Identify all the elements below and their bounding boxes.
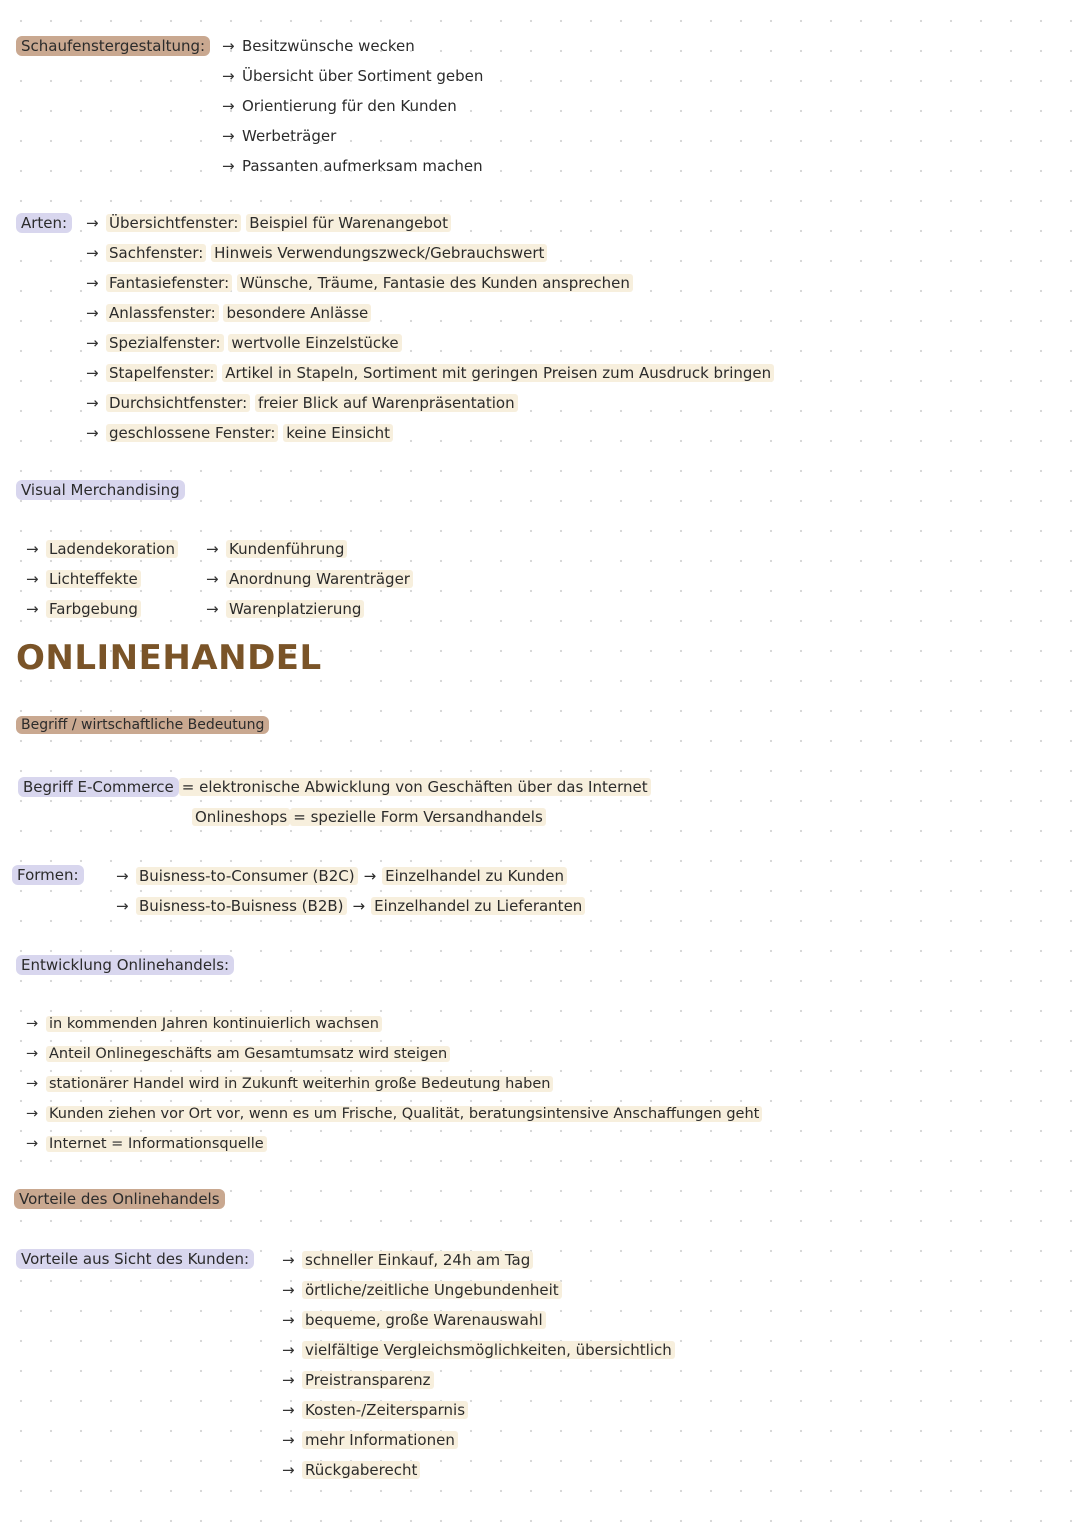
kunden-item: [282, 1369, 434, 1391]
arten-item-term: Übersichtfenster:: [106, 214, 241, 232]
arrow-icon: →: [222, 97, 235, 115]
arten-item-desc: Wünsche, Träume, Fantasie des Kunden ansprechen: [237, 274, 633, 292]
ecom-desc: = elektronische Abwicklung von Geschäften über das Internet: [179, 778, 651, 796]
schaufenster-item-text: Passanten aufmerksam machen: [242, 157, 483, 175]
arrow-icon: →: [352, 897, 366, 915]
schaufenster-item: [222, 35, 415, 57]
shops-term: Onlineshops: [192, 808, 290, 826]
arrow-icon: →: [26, 570, 39, 588]
formen-term: Buisness-to-Buisness (B2B): [136, 897, 347, 915]
formen-term: Buisness-to-Consumer (B2C): [136, 867, 358, 885]
arrow-icon: →: [282, 1311, 295, 1329]
arten-item-desc: Hinweis Verwendungszweck/Gebrauchswert: [211, 244, 547, 262]
entwicklung-item: [26, 1133, 267, 1155]
visual-left-item: [26, 598, 141, 620]
formen-desc: Einzelhandel zu Kunden: [382, 867, 567, 885]
entwicklung-text: Internet = Informationsquelle: [46, 1136, 267, 1152]
page-title: ONLINEHANDEL: [16, 638, 322, 678]
arrow-icon: →: [26, 1136, 39, 1152]
arten-item-term: geschlossene Fenster:: [106, 424, 278, 442]
arrow-icon: →: [26, 1076, 39, 1092]
schaufenster-item: [222, 65, 483, 87]
schaufenster-item-text: Orientierung für den Kunden: [242, 97, 457, 115]
ecom-line: [18, 776, 651, 798]
arten-item-term: Stapelfenster:: [106, 364, 217, 382]
arrow-icon: →: [86, 304, 99, 322]
visual-right-item: [206, 538, 347, 560]
arrow-icon: →: [222, 127, 235, 145]
formen-desc: Einzelhandel zu Lieferanten: [371, 897, 585, 915]
arten-item-term: Anlassfenster:: [106, 304, 219, 322]
kunden-item: [282, 1399, 468, 1421]
visual-right-item: [206, 568, 413, 590]
arrow-icon: →: [26, 1016, 39, 1032]
arrow-icon: →: [86, 334, 99, 352]
kunden-text: schneller Einkauf, 24h am Tag: [302, 1251, 533, 1269]
visual-left-item: [26, 568, 141, 590]
arrow-icon: →: [282, 1251, 295, 1269]
kunden-text: Preistransparenz: [302, 1371, 434, 1389]
arrow-icon: →: [282, 1371, 295, 1389]
arrow-icon: →: [86, 364, 99, 382]
arten-item: [86, 212, 451, 234]
entwicklung-item: [26, 1073, 553, 1095]
arrow-icon: →: [206, 540, 219, 558]
visual-left-text: Lichteffekte: [46, 570, 141, 588]
arten-item-term: Spezialfenster:: [106, 334, 224, 352]
arrow-icon: →: [282, 1341, 295, 1359]
kunden-item: [282, 1429, 458, 1451]
arten-item-desc: freier Blick auf Warenpräsentation: [255, 394, 518, 412]
kunden-text: Kosten-/Zeitersparnis: [302, 1401, 468, 1419]
arten-item-term: Sachfenster:: [106, 244, 206, 262]
kunden-item: [282, 1309, 546, 1331]
arten-item: [86, 272, 633, 294]
visual-left-item: [26, 538, 178, 560]
visual-right-item: [206, 598, 364, 620]
arrow-icon: →: [282, 1431, 295, 1449]
arten-item-desc: Beispiel für Warenangebot: [246, 214, 451, 232]
arrow-icon: →: [206, 600, 219, 618]
visual-left-text: Farbgebung: [46, 600, 141, 618]
arrow-icon: →: [26, 600, 39, 618]
schaufenster-item-text: Übersicht über Sortiment geben: [242, 67, 484, 85]
label-formen: Formen:: [12, 865, 84, 885]
entwicklung-text: in kommenden Jahren kontinuierlich wachsen: [46, 1016, 382, 1032]
arrow-icon: →: [282, 1401, 295, 1419]
schaufenster-item: [222, 125, 336, 147]
heading-entwicklung: Entwicklung Onlinehandels:: [16, 955, 234, 975]
heading-begriff: Begriff / wirtschaftliche Bedeutung: [16, 716, 269, 734]
arten-item: [86, 392, 518, 414]
entwicklung-text: Anteil Onlinegeschäfts am Gesamtumsatz wird steigen: [46, 1046, 450, 1062]
arrow-icon: →: [86, 394, 99, 412]
arrow-icon: →: [86, 214, 99, 232]
arten-item: [86, 422, 393, 444]
arrow-icon: →: [26, 1046, 39, 1062]
label-vorteile-kunden: Vorteile aus Sicht des Kunden:: [16, 1249, 254, 1269]
heading-schaufenstergestaltung: Schaufenstergestaltung:: [16, 36, 210, 56]
entwicklung-text: Kunden ziehen vor Ort vor, wenn es um Frische, Qualität, beratungsintensive Anschaffungen geht: [46, 1106, 762, 1122]
kunden-text: vielfältige Vergleichsmöglichkeiten, übersichtlich: [302, 1341, 675, 1359]
formen-item: [116, 895, 585, 917]
arrow-icon: →: [86, 274, 99, 292]
entwicklung-item: [26, 1013, 382, 1035]
visual-right-text: Warenplatzierung: [226, 600, 364, 618]
visual-right-text: Kundenführung: [226, 540, 347, 558]
arten-item-desc: besondere Anlässe: [223, 304, 371, 322]
ecom-term: Begriff E-Commerce: [18, 777, 179, 797]
arten-item: [86, 362, 774, 384]
arrow-icon: →: [116, 897, 129, 915]
formen-item: [116, 865, 567, 887]
entwicklung-item: [26, 1043, 450, 1065]
arten-item: [86, 332, 402, 354]
arten-item-term: Durchsichtfenster:: [106, 394, 250, 412]
arrow-icon: →: [222, 157, 235, 175]
kunden-item: [282, 1249, 533, 1271]
arrow-icon: →: [26, 1106, 39, 1122]
entwicklung-text: stationärer Handel wird in Zukunft weiterhin große Bedeutung haben: [46, 1076, 553, 1092]
arten-item-desc: Artikel in Stapeln, Sortiment mit geringen Preisen zum Ausdruck bringen: [222, 364, 774, 382]
entwicklung-item: [26, 1103, 762, 1125]
schaufenster-item: [222, 155, 483, 177]
kunden-item: [282, 1279, 562, 1301]
arten-item-desc: keine Einsicht: [283, 424, 393, 442]
arrow-icon: →: [86, 424, 99, 442]
heading-visual-merchandising: Visual Merchandising: [16, 480, 185, 500]
arrow-icon: →: [363, 867, 377, 885]
arrow-icon: →: [222, 37, 235, 55]
arrow-icon: →: [86, 244, 99, 262]
kunden-text: mehr Informationen: [302, 1431, 458, 1449]
arrow-icon: →: [206, 570, 219, 588]
schaufenster-item-text: Werbeträger: [242, 127, 337, 145]
arrow-icon: →: [282, 1281, 295, 1299]
arrow-icon: →: [26, 540, 39, 558]
arrow-icon: →: [222, 67, 235, 85]
schaufenster-item: [222, 95, 457, 117]
kunden-text: Rückgaberecht: [302, 1461, 420, 1479]
label-arten: Arten:: [16, 213, 72, 233]
arrow-icon: →: [282, 1461, 295, 1479]
visual-left-text: Ladendekoration: [46, 540, 178, 558]
shops-line: [192, 806, 546, 828]
kunden-item: [282, 1459, 420, 1481]
arten-item-desc: wertvolle Einzelstücke: [228, 334, 401, 352]
arrow-icon: →: [116, 867, 129, 885]
visual-right-text: Anordnung Warenträger: [226, 570, 413, 588]
arten-item: [86, 242, 547, 264]
arten-item: [86, 302, 371, 324]
schaufenster-item-text: Besitzwünsche wecken: [242, 37, 415, 55]
shops-desc: = spezielle Form Versandhandels: [290, 808, 546, 826]
kunden-text: örtliche/zeitliche Ungebundenheit: [302, 1281, 562, 1299]
arten-item-term: Fantasiefenster:: [106, 274, 232, 292]
heading-vorteile: Vorteile des Onlinehandels: [14, 1189, 225, 1209]
kunden-item: [282, 1339, 675, 1361]
kunden-text: bequeme, große Warenauswahl: [302, 1311, 546, 1329]
